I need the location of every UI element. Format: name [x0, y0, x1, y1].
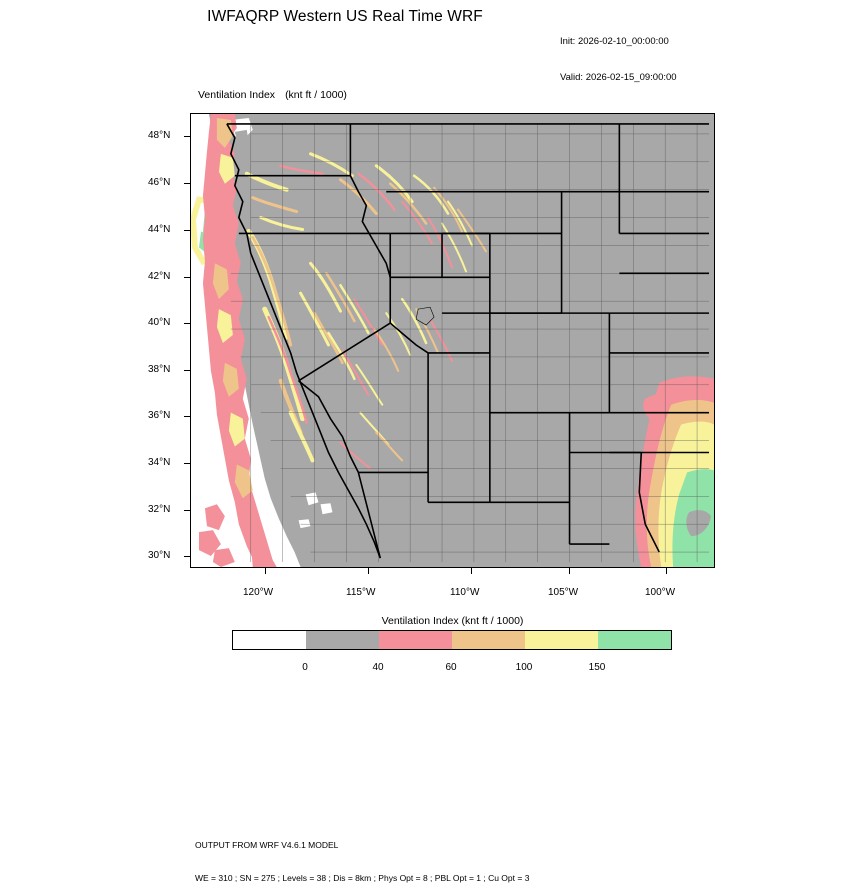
ytick-46n: 46°N — [148, 177, 171, 188]
xtick-120w: 120°W — [243, 587, 274, 598]
init-time: Init: 2026-02-10_00:00:00 — [560, 36, 669, 47]
colorbar-tick-40: 40 — [372, 662, 384, 673]
footer-line-2: WE = 310 ; SN = 275 ; Levels = 38 ; Dis = 8km ; Phys Opt = 8 ; PBL Opt = 1 ; Cu Opt = 3 — [195, 873, 530, 883]
xtick-110w: 110°W — [450, 587, 480, 598]
ytick-mark — [184, 230, 190, 231]
colorbar-tick-0: 0 — [302, 662, 308, 673]
ytick-48n: 48°N — [148, 130, 171, 141]
ytick-30n: 30°N — [148, 550, 171, 561]
ytick-mark — [184, 416, 190, 417]
colorbar-segment-2 — [379, 631, 452, 649]
colorbar-segment-5 — [598, 631, 671, 649]
xtick-mark — [569, 568, 570, 574]
ytick-mark — [184, 463, 190, 464]
xtick-mark — [368, 568, 369, 574]
xtick-mark — [471, 568, 472, 574]
ytick-mark — [184, 510, 190, 511]
footer-line-1: OUTPUT FROM WRF V4.6.1 MODEL — [195, 840, 339, 850]
colorbar-segment-4 — [525, 631, 598, 649]
xtick-100w: 100°W — [645, 587, 676, 598]
plot-title-units: (knt ft / 1000) — [285, 89, 347, 101]
colorbar-tick-100: 100 — [515, 662, 533, 673]
ytick-40n: 40°N — [148, 317, 171, 328]
footer — [195, 818, 529, 895]
ytick-mark — [184, 136, 190, 137]
xtick-115w: 115°W — [346, 587, 376, 598]
colorbar-title: Ventilation Index (knt ft / 1000) — [381, 615, 524, 627]
ytick-mark — [184, 323, 190, 324]
ytick-mark — [184, 183, 190, 184]
colorbar-segment-3 — [452, 631, 525, 649]
plot-title — [198, 89, 347, 101]
ytick-mark — [184, 556, 190, 557]
valid-time: Valid: 2026-02-15_09:00:00 — [560, 72, 677, 83]
colorbar-tick-150: 150 — [588, 662, 606, 673]
ytick-36n: 36°N — [148, 410, 171, 421]
colorbar-tick-60: 60 — [445, 662, 457, 673]
ytick-34n: 34°N — [148, 457, 171, 468]
plot-title-text: Ventilation Index — [198, 89, 276, 101]
map-canvas — [191, 114, 714, 567]
colorbar-segment-1 — [306, 631, 379, 649]
page-title: IWFAQRP Western US Real Time WRF — [207, 8, 483, 25]
map-plot-area — [190, 113, 715, 568]
colorbar-segment-0 — [233, 631, 306, 649]
ytick-38n: 38°N — [148, 364, 171, 375]
ytick-42n: 42°N — [148, 271, 171, 282]
ytick-32n: 32°N — [148, 504, 171, 515]
colorbar — [232, 630, 672, 650]
ytick-mark — [184, 370, 190, 371]
xtick-mark — [666, 568, 667, 574]
xtick-105w: 105°W — [548, 587, 579, 598]
run-info — [560, 12, 677, 96]
ytick-mark — [184, 277, 190, 278]
ytick-44n: 44°N — [148, 224, 171, 235]
xtick-mark — [265, 568, 266, 574]
